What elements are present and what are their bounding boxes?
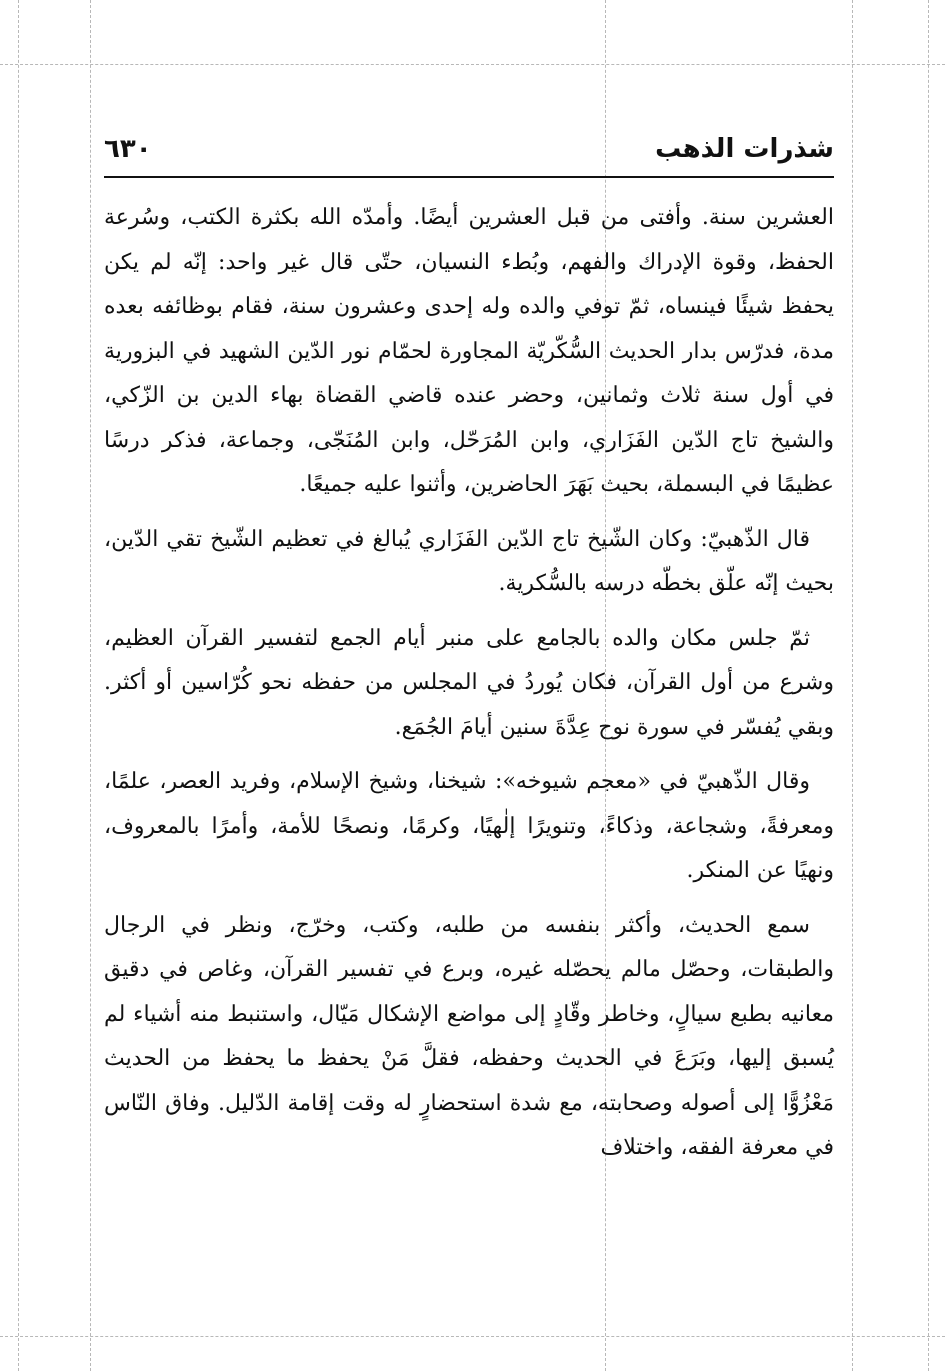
margin-guide-bottom	[0, 1336, 945, 1337]
book-title: شذرات الذهب	[655, 134, 834, 164]
margin-guide-right-inner	[852, 0, 853, 1371]
margin-guide-left-inner	[90, 0, 91, 1371]
paragraph-1: العشرين سنة. وأفتى من قبل العشرين أيضًا. وأمدّه الله بكثرة الكتب، وسُرعة الحفظ، وقوة الإدراك والفهم، وبُطء النسيان، حتّى قال غير واحد: إنّه لم يكن يحفظ شيئًا فينساه، ثمّ توفي والده وله إحدى وعشرون سنة، فقام بوظائفه بعده مدة، فدرّس بدار الحديث السُّكّريّة المجاورة لحمّام نور الدّين الشهيد في البزورية في أول سنة ثلاث وثمانين، وحضر عنده قاضي القضاة بهاء الدين بن الزّكي، والشيخ تاج الدّين الفَزَاري، وابن المُرَحّل، وابن المُنَجّى، وجماعة، فذكر درسًا عظيمًا في البسملة، بحيث بَهَرَ الحاضرين، وأثنوا عليه جميعًا.	[104, 205, 834, 497]
margin-guide-right	[928, 0, 929, 1371]
page-body	[104, 196, 834, 1181]
header-rule	[104, 176, 834, 178]
paragraph-5: سمع الحديث، وأكثر بنفسه من طلبه، وكتب، وخرّج، ونظر في الرجال والطبقات، وحصّل مالم يحصّله غيره، وبرع في تفسير القرآن، وغاص في دقيق معانيه بطبع سيالٍ، وخاطر وقّادٍ إلى مواضع الإشكال مَيّال، واستنبط منه أشياء لم يُسبق إليها، وبَرَعَ في الحديث وحفظه، فقلَّ مَنْ يحفظ ما يحفظ من الحديث مَعْزُوًّا إلى أصوله وصحابته، مع شدة استحضارٍ له وقت إقامة الدّليل. وفاق النّاس في معرفة الفقه، واختلاف	[104, 912, 834, 1160]
paragraph-4: وقال الذّهبيّ في «معجم شيوخه»: شيخنا، وشيخ الإسلام، وفريد العصر، علمًا، ومعرفةً، وشجاعة، وذكاءً، وتنويرًا إلٰهيًا، وكرمًا، ونصحًا للأمة، وأمرًا بالمعروف، ونهيًا عن المنكر.	[104, 769, 834, 883]
paragraph-2: قال الذّهبيّ: وكان الشّيخ تاج الدّين الفَزَاري يُبالغ في تعظيم الشّيخ تقي الدّين، بحيث إنّه علّق بخطّه درسه بالسُّكرية.	[104, 526, 834, 596]
margin-guide-top	[0, 64, 945, 65]
margin-guide-left	[18, 0, 19, 1371]
page-header	[104, 128, 834, 172]
paragraph-3: ثمّ جلس مكان والده بالجامع على منبر أيام الجمع لتفسير القرآن العظيم، وشرع من أول القرآن، فكان يُوردُ في المجلس من حفظه نحو كُرّاسين أو أكثر. وبقي يُفسّر في سورة نوح عِدَّةَ سنين أيامَ الجُمَع.	[104, 625, 834, 740]
page-number: ٦٣٠	[104, 134, 152, 164]
